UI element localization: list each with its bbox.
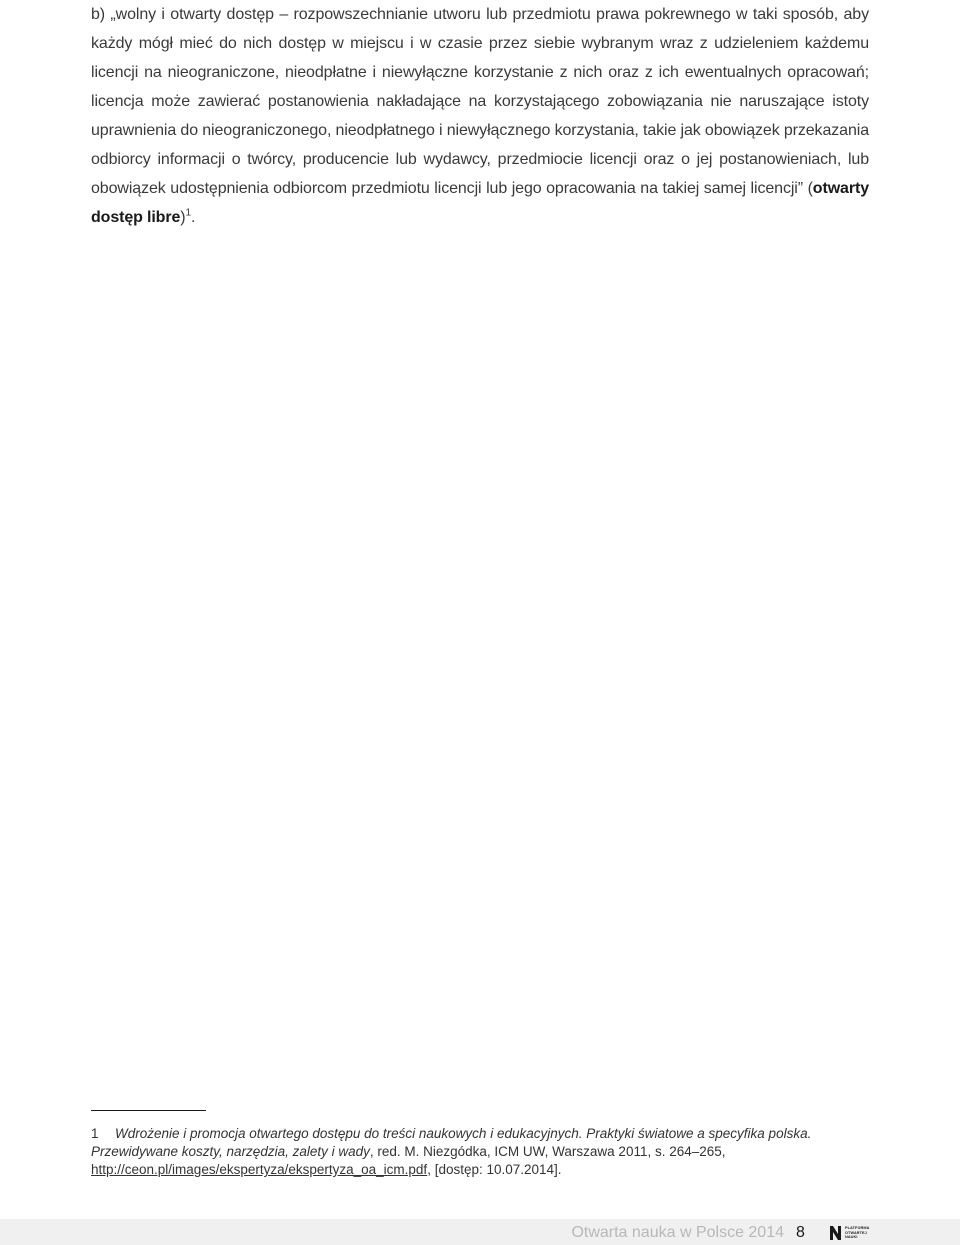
bold-term: otwarty dostęp libre — [91, 180, 869, 226]
footnote-separator — [91, 1110, 206, 1111]
footnote-title: Wdrożenie i promocja otwartego dostępu do treści naukowych i edukacyjnych. Praktyki światowe a specyfika polska. Przewidywane koszty, narzędzia, zalety i wady — [91, 1126, 812, 1159]
end-period: . — [190, 209, 196, 226]
logo-line: OTWARTEJ — [845, 1230, 867, 1235]
footnote-link[interactable]: http://ceon.pl/images/ekspertyza/ekspertyza_oa_icm.pdf — [91, 1162, 428, 1177]
logo-text — [845, 1226, 869, 1240]
footer-title: Otwarta nauka w Polsce 2014 — [571, 1224, 784, 1241]
page-number: 8 — [796, 1224, 805, 1241]
logo-line: PLATFORMA — [845, 1226, 870, 1230]
footer-bar — [0, 1219, 960, 1245]
definition-text: „wolny i otwarty dostęp – rozpowszechnianie utworu lub przedmiotu prawa pokrewnego w taki sposób, aby każdy mógł mieć do nich dostęp w miejscu i w czasie przez siebie wybranym wraz z udzieleniem każdemu licencji na nieograniczone, nieodpłatne i niewyłączne korzystanie z nich oraz z ich ewentualnych opracowań; licencja może zawierać postanowienia nakładające na korzystającego zobowiązania nie naruszające istoty uprawnienia do nieograniczonego, nieodpłatnego i niewyłącznego korzystania, takie jak obowiązek przekazania odbiorcy informacji o twórcy, producencie lub wydawcy, przedmiocie licencji oraz o jej postanowieniach, lub obowiązek udostępnienia odbiorcom przedmiotu licencji lub jego opracowania na takiej samej licencji” ( — [91, 6, 869, 197]
main-paragraph — [91, 0, 869, 232]
logo-line: NAUKI — [845, 1235, 858, 1239]
footnote-details: , red. M. Niezgódka, ICM UW, Warszawa 2011, s. 264–265, — [369, 1144, 726, 1159]
list-prefix: b) — [91, 6, 111, 23]
footnote-reference[interactable]: 1 — [185, 207, 191, 219]
footnote-number: 1 — [91, 1126, 99, 1141]
footnote-access-date: , [dostęp: 10.07.2014]. — [427, 1162, 562, 1177]
closing-paren: ) — [180, 209, 186, 226]
footnote — [91, 1125, 851, 1179]
